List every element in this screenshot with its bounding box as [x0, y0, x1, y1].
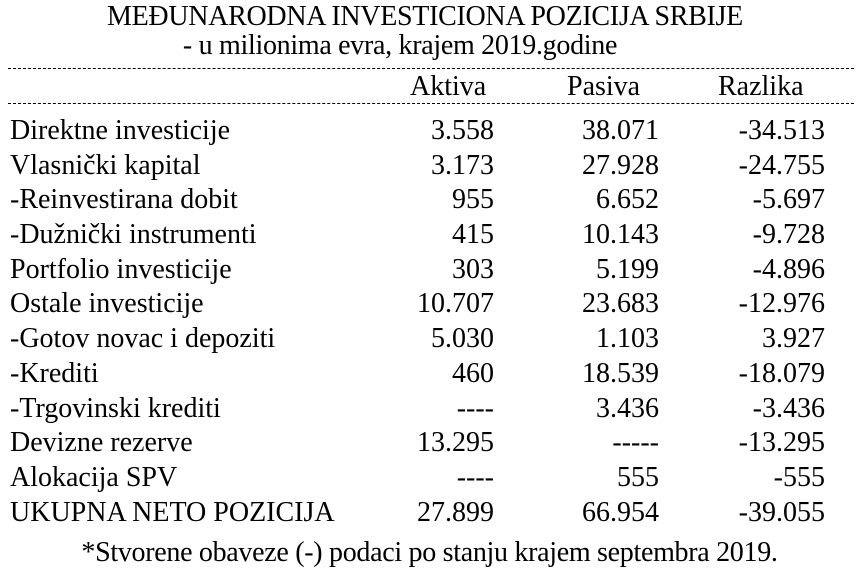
- cell-aktiva: 13.295: [417, 427, 494, 459]
- page-title: MEĐUNARODNA INVESTICIONA POZICIJA SRBIJE: [107, 1, 743, 32]
- cell-razlika: -39.055: [738, 496, 825, 528]
- column-header-aktiva: Aktiva: [410, 71, 487, 102]
- table-row: [0, 463, 859, 498]
- row-label: -Reinvestirana dobit: [10, 184, 238, 216]
- row-label: -Gotov novac i depoziti: [10, 323, 276, 355]
- cell-razlika: 3.927: [762, 323, 825, 355]
- page-subtitle: - u milionima evra, krajem 2019.godine: [182, 30, 618, 61]
- divider-top: [8, 68, 854, 69]
- cell-razlika: -3.436: [752, 392, 825, 424]
- cell-pasiva: 6.652: [596, 184, 659, 216]
- cell-razlika: -13.295: [738, 427, 825, 459]
- cell-pasiva: 10.143: [582, 219, 659, 251]
- table-row: [0, 324, 859, 359]
- table-row: [0, 428, 859, 463]
- row-label: Direktne investicije: [10, 115, 231, 146]
- cell-razlika: -555: [773, 461, 825, 493]
- table-row: [0, 255, 859, 290]
- row-label: Devizne rezerve: [10, 427, 193, 459]
- cell-aktiva: 27.899: [417, 496, 494, 528]
- cell-pasiva: -----: [612, 427, 659, 459]
- table-row: [0, 185, 859, 220]
- cell-pasiva: 3.436: [596, 392, 659, 424]
- cell-pasiva: 1.103: [596, 323, 659, 355]
- footnote: *Stvorene obaveze (-) podaci po stanju krajem septembra 2019.: [81, 537, 778, 568]
- cell-aktiva: ----: [456, 461, 494, 493]
- cell-pasiva: 66.954: [582, 496, 659, 528]
- cell-aktiva: 460: [452, 357, 494, 389]
- cell-aktiva: 5.030: [431, 323, 494, 355]
- cell-aktiva: 955: [452, 184, 494, 216]
- table-row: [0, 359, 859, 394]
- divider-header: [8, 103, 854, 104]
- row-label: -Trgovinski krediti: [10, 392, 221, 424]
- row-label: UKUPNA NETO POZICIJA: [10, 496, 335, 528]
- cell-pasiva: 5.199: [596, 253, 659, 285]
- cell-pasiva: 38.071: [582, 115, 659, 146]
- cell-aktiva: 3.558: [431, 115, 494, 146]
- cell-aktiva: 3.173: [431, 149, 494, 181]
- cell-pasiva: 555: [617, 461, 659, 493]
- cell-pasiva: 18.539: [582, 357, 659, 389]
- cell-razlika: -34.513: [738, 115, 825, 146]
- row-label: -Krediti: [10, 357, 99, 389]
- table-row: [0, 394, 859, 429]
- cell-razlika: -12.976: [738, 288, 825, 320]
- row-label: Ostale investicije: [10, 288, 204, 320]
- table-row: [0, 151, 859, 186]
- column-header-pasiva: Pasiva: [567, 71, 641, 102]
- cell-razlika: -24.755: [738, 149, 825, 181]
- cell-razlika: -18.079: [738, 357, 825, 389]
- table-header: [0, 72, 859, 104]
- column-header-razlika: Razlika: [718, 71, 804, 102]
- cell-aktiva: 10.707: [417, 288, 494, 320]
- row-label: Vlasnički kapital: [10, 149, 201, 181]
- table-body: [0, 116, 859, 532]
- row-label: Alokacija SPV: [10, 461, 178, 493]
- table-row-total: [0, 498, 859, 533]
- row-label: -Dužnički instrumenti: [10, 219, 257, 251]
- table-row: [0, 220, 859, 255]
- row-label: Portfolio investicije: [10, 253, 232, 285]
- cell-aktiva: 415: [452, 219, 494, 251]
- table-row: [0, 116, 859, 151]
- cell-aktiva: ----: [456, 392, 494, 424]
- cell-razlika: -5.697: [752, 184, 825, 216]
- table-row: [0, 289, 859, 324]
- cell-razlika: -4.896: [752, 253, 825, 285]
- cell-aktiva: 303: [452, 253, 494, 285]
- cell-razlika: -9.728: [752, 219, 825, 251]
- cell-pasiva: 27.928: [582, 149, 659, 181]
- cell-pasiva: 23.683: [582, 288, 659, 320]
